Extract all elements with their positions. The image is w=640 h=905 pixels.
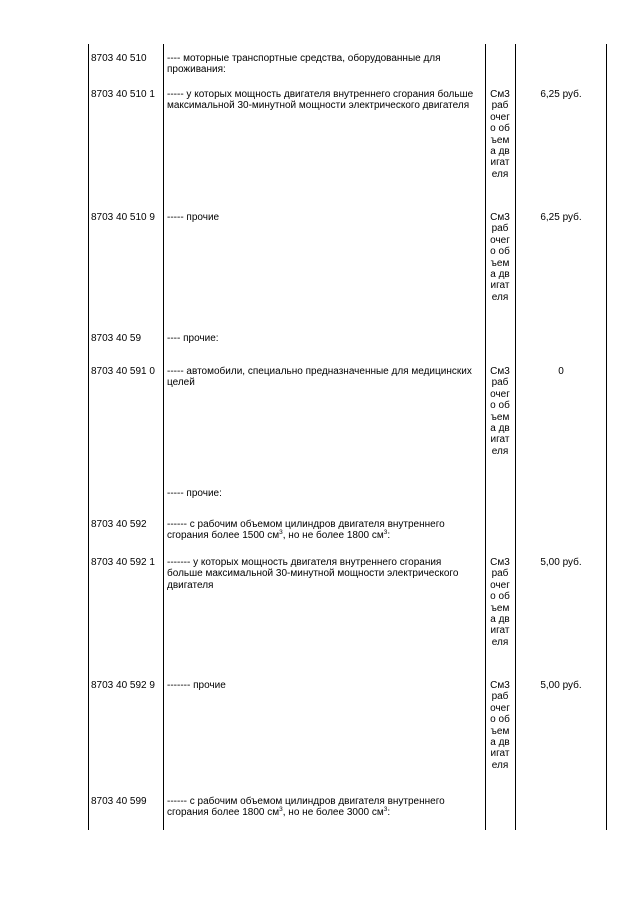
description (163, 53, 485, 76)
hs-code: 8703 40 599 (91, 796, 147, 807)
unit-of-measure (485, 557, 515, 648)
duty-rate: 6,25 руб. (540, 89, 582, 100)
description-text: : (387, 530, 391, 542)
tariff-table (88, 44, 607, 830)
duty-rate: 6,25 руб. (540, 212, 582, 223)
unit-text: См3 рабочего объема двигателя (490, 89, 510, 180)
table-row (88, 53, 607, 89)
description-text: ---- моторные транспортные средства, оборудованные для проживания: (167, 53, 441, 76)
description-text: ------ с рабочим объемом цилиндров двигателя внутреннего сгорания более 1800 см (167, 796, 445, 819)
unit-of-measure (485, 212, 515, 303)
table-row (88, 680, 607, 796)
table-row (88, 488, 607, 519)
description (163, 557, 485, 591)
superscript: 3 (383, 806, 388, 814)
description (163, 796, 485, 819)
description-text: ------- у которых мощность двигателя внутреннего сгорания больше максимальной 30-минутной мощности электрического двигателя (167, 557, 459, 591)
table-row (88, 89, 607, 212)
superscript: 3 (279, 529, 283, 537)
hs-code: 8703 40 59 (91, 333, 142, 344)
description-text: , но не более 3000 см (282, 807, 384, 819)
hs-code: 8703 40 592 (91, 519, 147, 530)
table-row (88, 366, 607, 488)
unit-text: См3 рабочего объема двигателя (490, 680, 510, 771)
unit-text: См3 рабочего объема двигателя (490, 557, 510, 648)
table-body (88, 53, 607, 830)
table-row (88, 519, 607, 557)
unit-text: См3 рабочего объема двигателя (490, 366, 510, 457)
hs-code: 8703 40 510 1 (91, 89, 155, 100)
hs-code: 8703 40 510 (91, 53, 147, 64)
unit-of-measure (485, 680, 515, 771)
description (163, 488, 485, 499)
description-text: ----- автомобили, специально предназначенные для медицинских целей (167, 366, 472, 389)
description (163, 333, 485, 344)
hs-code: 8703 40 592 9 (91, 680, 155, 691)
description (163, 680, 485, 691)
description-text: ------- прочие (167, 680, 226, 691)
description (163, 89, 485, 112)
description (163, 519, 485, 542)
description (163, 366, 485, 389)
superscript: 3 (279, 806, 283, 814)
description-text: ----- прочие (167, 212, 220, 223)
unit-text: См3 рабочего объема двигателя (490, 212, 510, 303)
description-text: ---- прочие: (167, 333, 219, 344)
description-text: ----- у которых мощность двигателя внутреннего сгорания больше максимальной 30-минутной мощности электрического двигателя (167, 89, 474, 112)
table-row (88, 333, 607, 366)
description-text: ------ с рабочим объемом цилиндров двигателя внутреннего сгорания более 1500 см (167, 519, 445, 542)
description-text: , но не более 1800 см (282, 530, 384, 542)
hs-code: 8703 40 510 9 (91, 212, 155, 223)
unit-of-measure (485, 89, 515, 180)
table-row (88, 557, 607, 680)
hs-code: 8703 40 591 0 (91, 366, 155, 377)
hs-code: 8703 40 592 1 (91, 557, 155, 568)
table-row (88, 212, 607, 333)
superscript: 3 (383, 529, 388, 537)
duty-rate: 5,00 руб. (540, 680, 582, 691)
table-row (88, 796, 607, 830)
description-text: : (387, 807, 391, 819)
description (163, 212, 485, 223)
duty-rate: 5,00 руб. (540, 557, 582, 568)
duty-rate: 0 (558, 366, 564, 377)
unit-of-measure (485, 366, 515, 457)
description-text: ----- прочие: (167, 488, 222, 499)
